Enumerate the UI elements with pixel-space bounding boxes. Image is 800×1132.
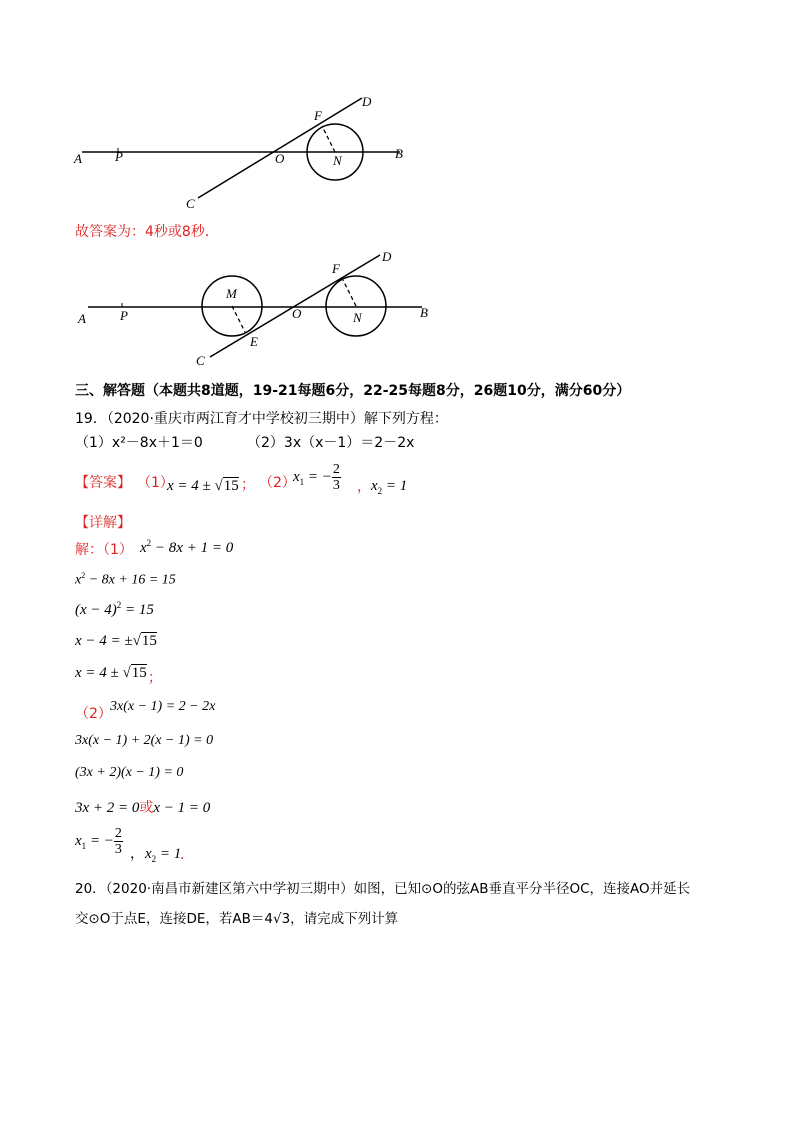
label-n: N	[353, 310, 362, 325]
q20-line2: 交⊙O于点E，连接DE，若AB＝4√3，请完成下列计算	[75, 911, 399, 927]
radius-me	[232, 306, 245, 332]
or-right: x − 1 = 0	[153, 800, 211, 816]
step1-4: x − 4 = ±√15	[75, 633, 157, 649]
or-word: 或	[139, 800, 154, 816]
answer-note: 故答案为：4秒或8秒．	[75, 224, 219, 240]
step1-2: $x^2 - 8x + 16 = 15$	[75, 571, 176, 588]
line-cd	[198, 98, 362, 198]
answer-comma: ，	[357, 479, 371, 495]
label-d: D	[362, 94, 372, 109]
label-a: A	[78, 311, 86, 326]
label-c: C	[186, 196, 195, 211]
final-x1: $x_1$ = − $\frac{2}{3}$	[75, 826, 122, 857]
label-p: P	[115, 149, 123, 164]
label-e: E	[250, 334, 258, 349]
final-comma: ，	[130, 846, 144, 862]
sol-prefix: 解：（1）	[75, 542, 133, 558]
label-o: O	[275, 151, 285, 166]
final-x2: $x_2 = 1$	[145, 846, 182, 864]
q19-stem: 19．（2020·重庆市两江育才中学校初三期中）解下列方程：	[75, 411, 448, 427]
or-left: 3x + 2 = 0	[75, 800, 140, 816]
answer-sep: ；	[241, 477, 255, 493]
q20-line1: 20．（2020·南昌市新建区第六中学初三期中）如图，已知⊙O的弦AB垂直平分半径OC，连接AO并延长	[75, 881, 691, 897]
answer-p2-x2: $x_2 = 1$	[371, 478, 408, 496]
sol-p2-label: （2）	[75, 706, 112, 722]
radius-nf	[343, 280, 356, 306]
final-period: ．	[180, 847, 194, 863]
q19-part2: （2）3x（x－1）＝2－2x	[247, 435, 415, 451]
label-c: C	[196, 353, 205, 368]
semicolon-1: ；	[148, 670, 162, 686]
figure-2	[70, 245, 440, 373]
label-f: F	[314, 108, 322, 123]
radius-nf	[322, 126, 335, 152]
label-p: P	[120, 308, 128, 323]
step1-3: $(x - 4)^2 = 15$	[75, 600, 154, 618]
label-f: F	[332, 261, 340, 276]
label-a: A	[74, 151, 82, 166]
label-d: D	[382, 249, 392, 264]
answer-p2-x1: $x_1$ = − $\frac{2}{3}$	[293, 462, 340, 493]
step1-1: $x^2 - 8x + 1 = 0$	[140, 538, 234, 556]
label-m: M	[226, 286, 237, 301]
step2-3: (3x + 2)(x − 1) = 0	[75, 765, 184, 780]
label-o: O	[292, 306, 302, 321]
figure-1	[70, 90, 420, 215]
label-n: N	[333, 153, 342, 168]
label-b: B	[395, 146, 403, 161]
answer-p2-label: （2）	[259, 475, 296, 491]
detail-label: 【详解】	[75, 515, 131, 531]
answer-p1-label: （1）	[137, 475, 174, 491]
q19-part1: （1）x²－8x＋1＝0	[75, 435, 203, 451]
step1-5: x = 4 ± √15	[75, 665, 147, 681]
answer-label: 【答案】	[75, 475, 131, 491]
step2-1: 3x(x − 1) = 2 − 2x	[110, 699, 216, 714]
label-b: B	[420, 305, 428, 320]
section-header: 三、解答题（本题共8道题，19-21每题6分，22-25每题8分，26题10分，满分60分）	[75, 383, 631, 399]
step2-4	[75, 797, 210, 817]
answer-p1-value: x = 4 ± √15	[167, 478, 239, 494]
step2-2: 3x(x − 1) + 2(x − 1) = 0	[75, 733, 214, 748]
